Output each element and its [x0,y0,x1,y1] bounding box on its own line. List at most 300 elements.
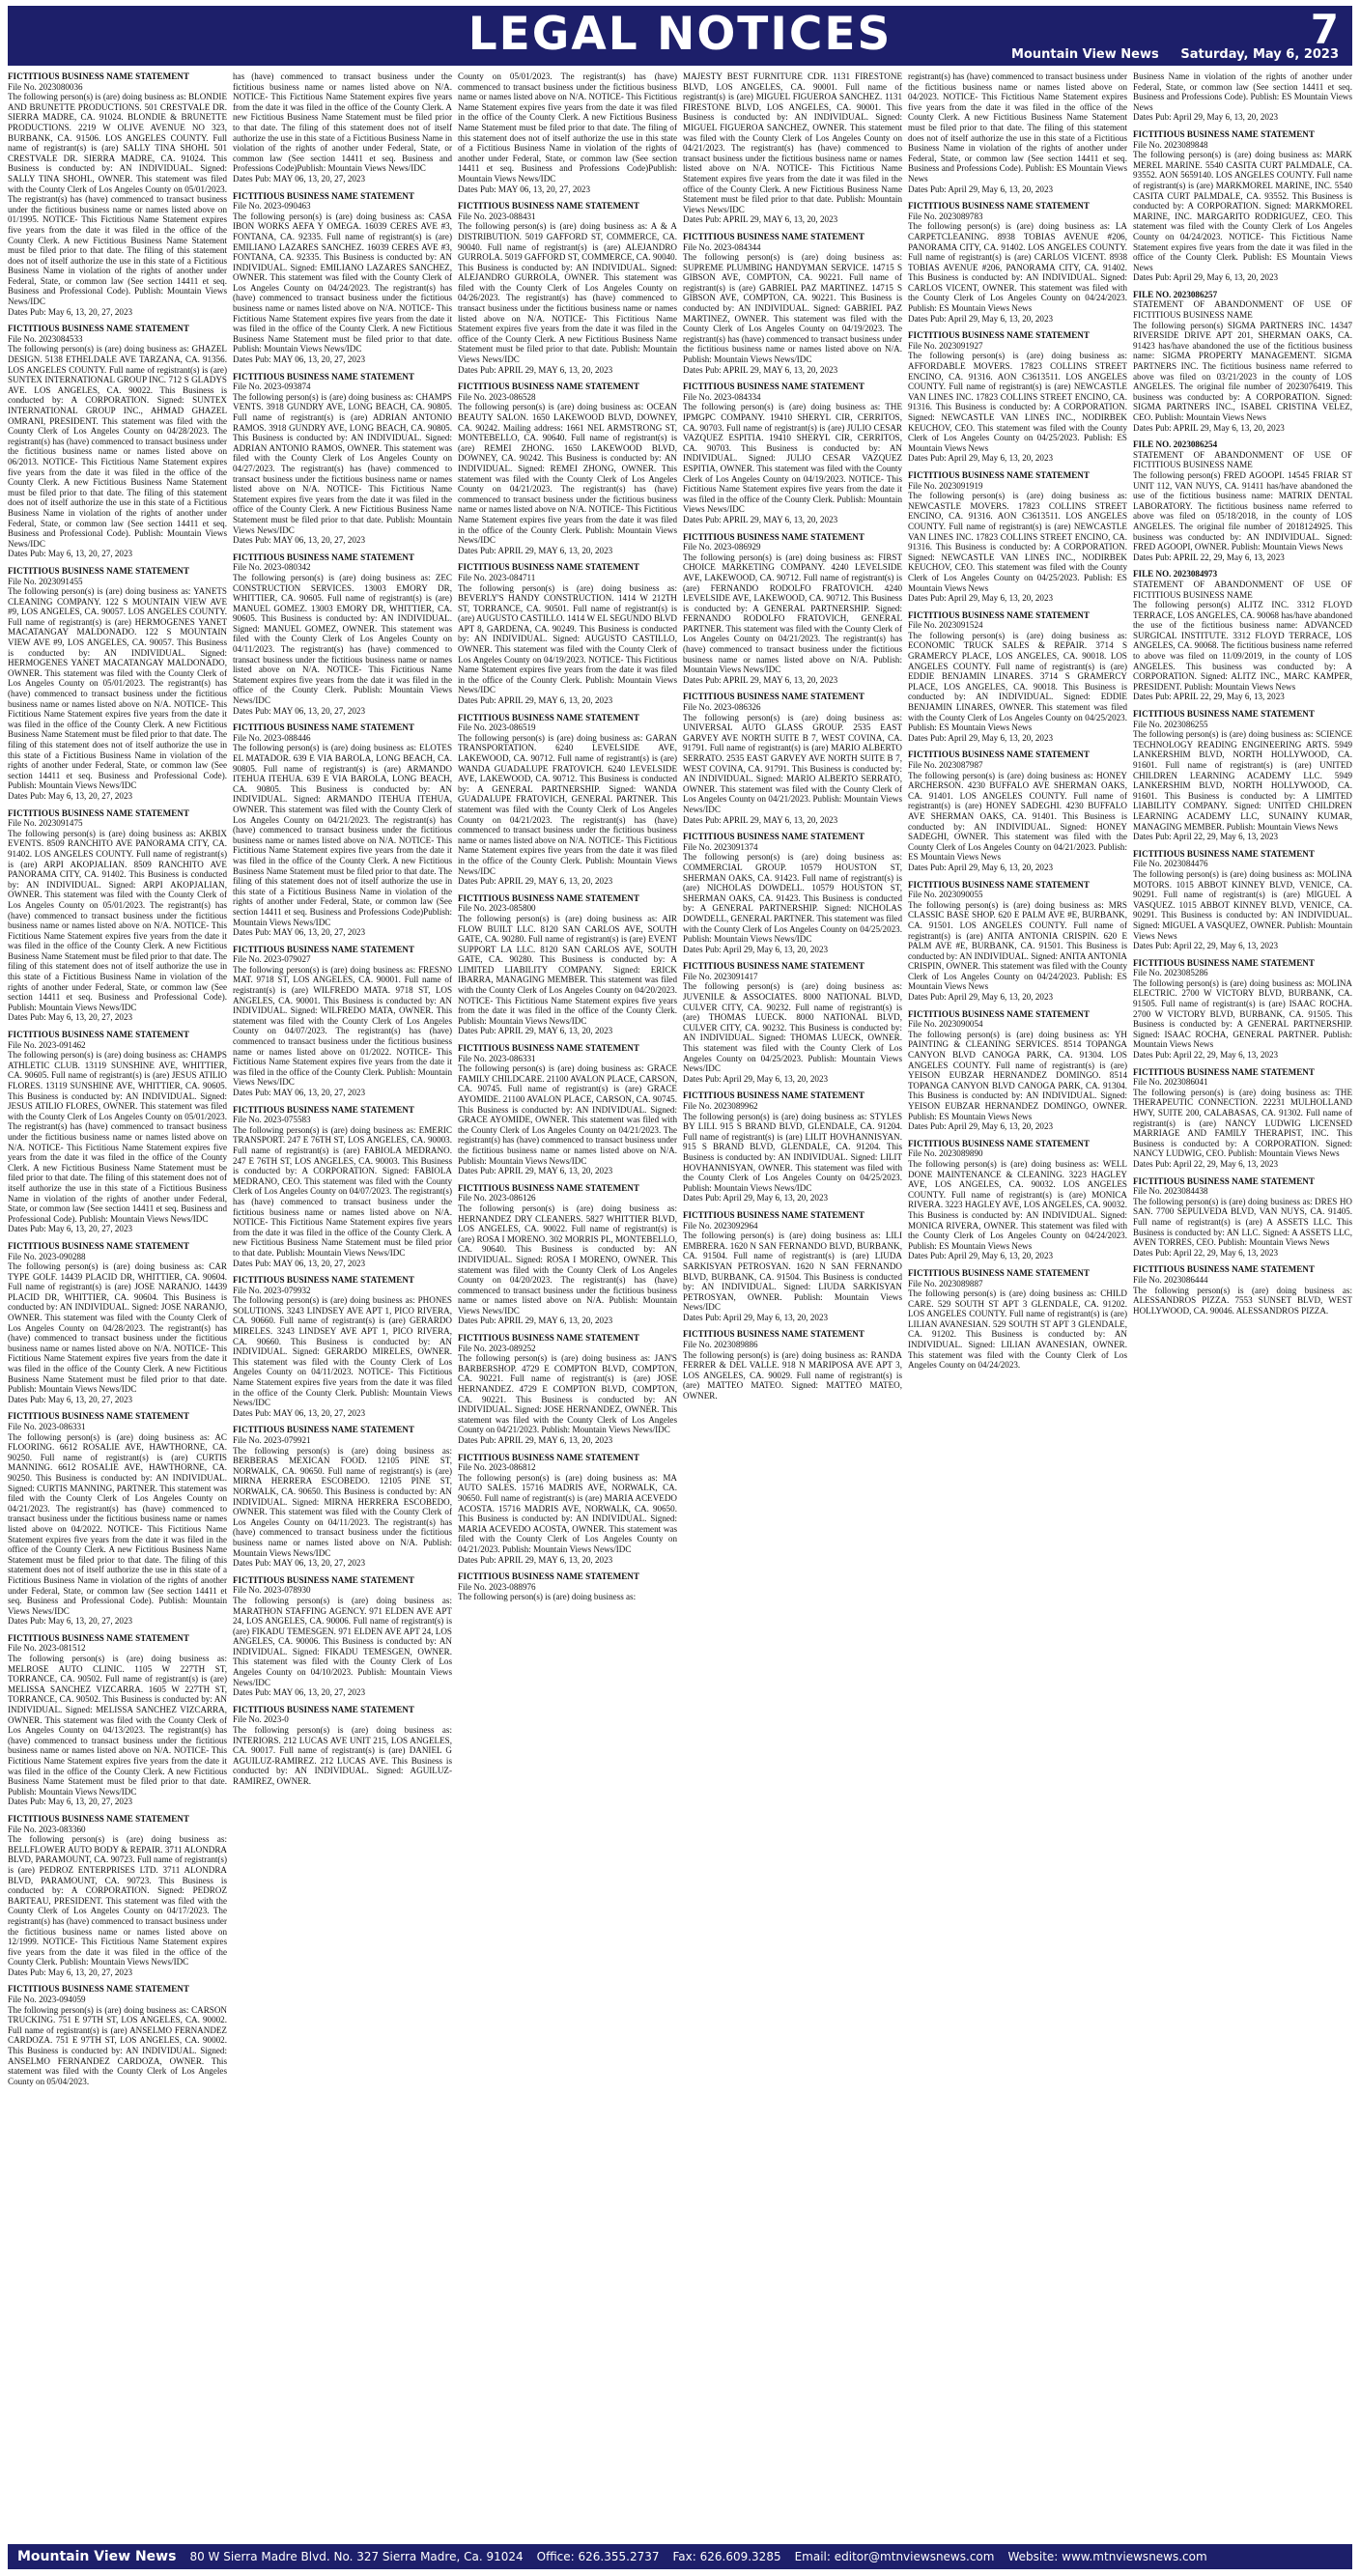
notice-file-number: File No. 2023-085800 [458,903,536,914]
notice-publish-dates: Dates Pub: April 22, 29, May 6, 13, 2023 [1133,832,1279,842]
notice-body: The following person(s) is (are) doing business as: YANETS CLEANING COMPANY. 122 S MOUNTAIN VIEW AVE #9, LOS ANGELES, CA. 90057. LOS ANGELES COUNTY. Full name of registrant(s) is (are) HERMOGENES YANET MACATANGAY MALDONADO. 122 S MOUNTAIN VIEW AVE #9, LOS ANGELES, CA. 90057. This Business is conducted by: AN INDIVIDUAL. Signed: HERMOGENES YANET MACATANGAY MALDONADO, OWNER. This statement was filed with the County Clerk of Los Angeles County on 05/01/2023. The registrant(s) has (have) commenced to transact business under the fictitious business name or names listed above on N/A. NOTICE- This Fictitious Name Statement expires five years from the date it was filed in the office of the County Clerk. A new Fictitious Business Name Statement must be filed prior to that date. The filing of this statement does not of itself authorize the use in this state of a Fictitious Business Name in violation of the rights of another under Federal, State, or common law (See section 14411 et seq. Business and Professional Code). Publish: Mountain Views News/IDC [8,586,227,791]
notice-body: The following person(s) is (are) doing business as: MOLINA ELECTRIC. 2700 W VICTORY BLVD, BURBANK, CA. 91505. Full name of registrant(s) is (are) ISAAC ROCHA. 2700 W VICTORY BLVD, BURBANK, CA. 91505. This Business is conducted by: A GENERAL PARTNERSHIP. Signed: ISAAC ROCHA, GENERAL PARTNER. Publish: Mountain Views News [1133,977,1352,1050]
notice-heading: FICTITIOUS BUSINESS NAME STATEMENT [233,371,414,382]
notice-publish-dates: Dates Pub: April 29, May 6, 13, 20, 2023 [908,453,1054,464]
notice-body: The following person(s) is (are) doing business as: STYLES BY LILI. 915 S BRAND BLVD, GLENDALE, CA. 91204. Full name of registrant(s) is (are) LILIT HOVHANNISYAN. 915 S BRAND BLVD, GLENDALE, CA. 91204. This Business is conducted by: AN INDIVIDUAL. Signed: LILIT HOVHANNISYAN, OWNER. This statement was filed with the County Clerk of Los Angeles County on 04/25/2023. Publish: Mountain Views News/IDC [683,1111,902,1193]
notice-heading: FICTITIOUS BUSINESS NAME STATEMENT [1133,128,1315,139]
legal-notice [458,201,677,375]
notice-publish-dates: Dates Pub: May 6, 13, 20, 27, 2023 [8,1012,133,1023]
notice-body: The following person(s) is (are) doing business as: JAN'S BARBERSHOP. 4729 E COMPTON BLVD, COMPTON, CA. 90221. Full name of registrant(s) is (are) JOSE HERNANDEZ. 4729 E COMPTON BLVD, COMPTON, CA. 90221. This Business is conducted by: AN INDIVIDUAL. Signed: JOSE HERNANDEZ, OWNER. This statement was filed with the County Clerk of Los Angeles County on 04/21/2023. Publish: Mountain Views News/IDC [458,1353,677,1435]
notice-file-number: File No. 2023092964 [683,1220,758,1231]
notice-heading: FICTITIOUS BUSINESS NAME STATEMENT [8,1030,189,1040]
notice-body: The following person(s) is (are) doing business as: OCEAN BEAUTY SALON. 1650 LAKEWOOD BLVD, DOWNEY, CA. 90242. Mailing address: 1661 NEL ARMSTRONG ST, MONTEBELLO, CA. 90640. Full name of registrant(s) is (are) REMEI ZHONG. 1650 LAKEWOOD BLVD, DOWNEY, CA. 90242. This Business is conducted by: AN INDIVIDUAL. Signed: REMEI ZHONG, OWNER. This statement was filed with the County Clerk of Los Angeles County on 04/21/2023. The registrant(s) has (have) commenced to transact business under the fictitious business name or names listed above on N/A. NOTICE- This Fictitious Name Statement expires five years from the date it was filed in the office of the County Clerk. Publish: Mountain Views News/IDC [458,402,677,546]
notice-body: The following person(s) is (are) doing business as: THE IPMGPC COMPANY. 19410 SHERYL CIR, CERRITOS, CA. 90703. Full name of registrant(s) is (are) JULIO CESAR VAZQUEZ ESPITIA. 19410 SHERYL CIR, CERRITOS, CA. 90703. This Business is conducted by: AN INDIVIDUAL. Signed: JULIO CESAR VAZQUEZ ESPITIA, OWNER. This statement was filed with the County Clerk of Los Angeles County on 04/19/2023. NOTICE- This Fictitious Name Statement expires five years from the date it was filed in the office of the County Clerk. Publish: Mountain Views News/IDC [683,402,902,515]
notice-body: The following person(s) is (are) doing business as: NEWCASTLE MOVERS. 17823 COLLINS STREET ENCINO, CA. 91316. AON C3613511. LOS ANGELES COUNTY. Full name of registrant(s) is (are) NEWCASTLE VAN LINES INC. 17823 COLLINS STREET ENCINO, CA. 91316. This Business is conducted by: A CORPORATION. Signed: NEWCASTLE VAN LINES INC., NODIRBEK KEUCHOV, CEO. This statement was filed with the County Clerk of Los Angeles County on 04/25/2023. Publish: ES Mountain Views News [908,491,1127,593]
notice-heading: FICTITIOUS BUSINESS NAME STATEMENT [1133,848,1315,859]
legal-notice [8,1814,227,1978]
masthead-subline [1011,47,1339,62]
notice-file-number: File No. 2023-086126 [458,1193,536,1203]
notice-heading: FICTITIOUS BUSINESS NAME STATEMENT [908,609,1090,620]
notice-body: The following person(s) is (are) doing business as: EMERIC TRANSPORT. 247 E 76TH ST, LOS ANGELES, CA. 90003. Full name of registrant(s) is (are) FABIOLA MEDRANO. 247 E 76TH ST, LOS ANGELES, CA. 90003. This Business is conducted by: A CORPORATION. Signed: FABIOLA MEDRANO, CEO. This statement was filed with the County Clerk of Los Angeles County on 04/07/2023. The registrant(s) has (have) commenced to transact business under the fictitious business name or names listed above on N/A. NOTICE- This Fictitious Name Statement expires five years from the date it was filed in the office of the County Clerk. A new Fictitious Business Name Statement must be filed prior to that date. Publish: Mountain Views News/IDC [233,1124,452,1258]
legal-notice [1133,849,1352,951]
legal-notice [908,330,1127,464]
legal-notice [1133,129,1352,283]
notice-publish-dates: Dates Pub: April 29, May 6, 13, 20, 2023 [908,862,1054,872]
legal-notice [8,71,227,317]
legal-notice [233,1275,452,1418]
notice-body: The following person(s) is (are) doing business as: ECONOMIC TRUCK SALES & REPAIR. 3714 S GRAMERCY PLACE, LOS ANGELES, CA. 90018. LOS ANGELES COUNTY. Full name of registrant(s) is (are) EDDIE BENJAMIN LINARES. 3714 S GRAMERCY PLACE, LOS ANGELES, CA. 90018. This Business is conducted by: AN INDIVIDUAL. Signed: EDDIE BENJAMIN LINARES, OWNER. This statement was filed with the County Clerk of Los Angeles County on 04/25/2023. Publish: ES Mountain Views News [908,630,1127,733]
notice-heading: FICTITIOUS BUSINESS NAME STATEMENT [908,1138,1090,1148]
notice-file-number: File No. 2023-090463 [233,201,311,212]
notice-heading: FICTITIOUS BUSINESS NAME STATEMENT [233,552,414,562]
notice-body: The following person(s) is (are) doing business as: MRS CLASSIC BASE SHOP. 620 E PALM AVE #E, BURBANK, CA. 91501. LOS ANGELES COUNTY. Full name of registrant(s) is (are) ANITA ANTONIA CRISPIN. 620 E PALM AVE #E, BURBANK, CA. 91501. This Business is conducted by: AN INDIVIDUAL. Signed: ANITA ANTONIA CRISPIN, OWNER. This statement was filed with the County Clerk of Los Angeles County on 04/24/2023. Publish: ES Mountain Views News [908,899,1127,992]
notice-publish-dates: Dates Pub: April 29, May 6, 13, 20, 2023 [908,313,1054,324]
legal-notice [908,1139,1127,1261]
notice-body: The following person(s) is (are) doing business as: BERBERAS MEXICAN FOOD. 12105 PINE ST, NORWALK, CA. 90650. Full name of registrant(s) is (are) MIRNA HERRERA ESCOBEDO. 12105 PINE ST, NORWALK, CA. 90650. This Business is conducted by: AN INDIVIDUAL. Signed: MIRNA HERRERA ESCOBEDO, OWNER. This statement was filed with the County Clerk of Los Angeles County on 04/11/2023. The registrant(s) has (have) commenced to transact business under the fictitious business name or names listed above on N/A. Publish: Mountain Views News/IDC [233,1445,452,1558]
notice-publish-dates: Dates Pub: April 29, May 6, 13, 20, 2023 [683,1312,829,1322]
notice-publish-dates: Dates Pub: APRIL 29, MAY 6, 13, 20, 2023 [458,1435,613,1445]
notice-publish-dates: Dates Pub: MAY 06, 13, 20, 27, 2023 [233,535,366,546]
notice-file-number: File No. 2023-078930 [233,1585,311,1596]
notice-publish-dates: Dates Pub: APRIL 29, MAY 6, 13, 20, 2023 [458,876,613,887]
notice-publish-dates: Dates Pub: MAY 06, 13, 20, 27, 2023 [233,354,366,365]
notice-body: The following person(s) is (are) doing business as: GARAN TRANSPORTATION. 6240 LEVELSIDE AVE, LAKEWOOD, CA. 90712. Full name of registrant(s) is (are) WANDA GUADALUPE FRATOVICH. 6240 LEVELSIDE AVE, LAKEWOOD, CA. 90712. This Business is conducted by: A GENERAL PARTNERSHIP. Signed: WANDA GUADALUPE FRATOVICH, GENERAL PARTNER. This statement was filed with the County Clerk of Los Angeles County on 04/21/2023. The registrant(s) has (have) commenced to transact business under the fictitious business name or names listed above on N/A. NOTICE- This Fictitious Name Statement expires five years from the date it was filed in the office of the County Clerk. Publish: Mountain Views News/IDC [458,732,677,876]
notice-file-number: File No. 2023-0 [233,1714,289,1725]
legal-notice [233,372,452,546]
notice-body: The following person(s) is (are) doing business as: FRESNO MAT. 9718 ST, LOS ANGELES, CA. 90001. Full name of registrant(s) is (are) WILFREDO MATA. 9718 ST, LOS ANGELES, CA. 90001. This Business is conducted by: AN INDIVIDUAL. Signed: WILFREDO MATA, OWNER. This statement was filed with the County Clerk of Los Angeles County on 04/07/2023. The registrant(s) has (have) commenced to transact business under the fictitious business name or names listed above on 01/2022. NOTICE- This Fictitious Name Statement expires five years from the date it was filed in the office of the County Clerk. Publish: Mountain Views News/IDC [233,964,452,1088]
page-number: 7 [1310,6,1339,53]
notice-file-number: File No. 2023-086519 [458,722,536,733]
notice-column [683,71,902,2540]
notice-heading: FICTITIOUS BUSINESS NAME STATEMENT [908,330,1090,341]
notice-file-number: File No. 2023-089252 [458,1343,536,1353]
notice-body: The following person(s) is (are) doing business as: GRACE FAMILY CHILDCARE. 21100 AVALON PLACE, CARSON, CA. 90745. Full name of registrant(s) is (are) GRACE AYOMIDE. 21100 AVALON PLACE, CARSON, CA. 90745. This Business is conducted by: AN INDIVIDUAL. Signed: GRACE AYOMIDE, OWNER. This statement was filed with the County Clerk of Los Angeles County on 04/21/2023. The registrant(s) has (have) commenced to transact business under the fictitious business name or names listed above on N/A. Publish: Mountain Views News/IDC [458,1063,677,1166]
legal-notice [908,71,1127,194]
notice-publish-dates: Dates Pub: MAY 06, 13, 20, 27, 2023 [233,1407,366,1418]
notice-heading: FICTITIOUS BUSINESS NAME STATEMENT [683,231,864,241]
notice-body: The following person(s) is (are) doing business as: YH PAINTING & CLEANING SERVICES. 8514 TOPANGA CANYON BLVD CANOGA PARK, CA. 91304. LOS ANGELES COUNTY. Full name of registrant(s) is (are) YEISON EUBZAR HERNANDEZ DOMINGO. 8514 TOPANGA CANYON BLVD CANOGA PARK, CA. 91304. This Business is conducted by: AN INDIVIDUAL. Signed: YEISON EUBZAR HERNANDEZ DOMINGO, OWNER. Publish: ES Mountain Views News [908,1029,1127,1121]
notice-body: The following person(s) is (are) doing business as: MARK MEREL MARINE. 5540 CASITA CURT PALMDALE, CA. 93552. AON 5659140. LOS ANGELES COUNTY. Full name of registrant(s) is (are) MARKMOREL MARINE, INC. 5540 CASITA CURT PALMDALE, CA. 93552. This Business is conducted by: A CORPORATION. Signed: MARKMOREL MARINE, INC. MARGARITO RODRIGUEZ, CEO. This statement was filed with the County Clerk of Los Angeles County on 04/24/2023. NOTICE- This Fictitious Name Statement expires five years from the date it was filed in the office of the County Clerk. Publish: ES Mountain Views News [1133,150,1352,272]
legal-notice [683,961,902,1084]
footer-bar [8,2544,1352,2569]
notice-heading: FICTITIOUS BUSINESS NAME STATEMENT [683,1329,864,1340]
notice-body: The following person(s) is (are) doing business as: MELROSE AUTO CLINIC. 1105 W 227TH ST, TORRANCE, CA. 90502. Full name of registrant(s) is (are) MELISSA SANCHEZ VIZCARRA. 1605 W 227TH ST, TORRANCE, CA. 90502. This Business is conducted by: AN INDIVIDUAL. Signed: MELISSA SANCHEZ VIZCARRA, OWNER. This statement was filed with the County Clerk of Los Angeles County on 04/13/2023. The registrant(s) has (have) commenced to transact business under the fictitious business name or names listed above on N/A. NOTICE- This Fictitious Name Statement expires five years from the date it was filed in the office of the County Clerk. A new Fictitious Business Name Statement must be filed prior to that date. Publish: Mountain Views News/IDC [8,1654,227,1797]
legal-notice [1133,1067,1352,1170]
legal-notice [8,1241,227,1405]
legal-notice [458,1183,677,1326]
legal-notice [8,1633,227,1807]
notice-file-number: File No. 2023091927 [908,340,983,351]
legal-notice [908,750,1127,872]
notice-publish-dates: Dates Pub: May 6, 13, 20, 27, 2023 [8,790,133,801]
legal-notice [233,1575,452,1698]
legal-notice [908,880,1127,1003]
legal-notice [908,470,1127,604]
notice-heading: FICTITIOUS BUSINESS NAME STATEMENT [683,531,864,542]
notice-publish-dates: Dates Pub: APRIL 29, MAY 6, 13, 20, 2023 [683,514,838,524]
notice-publish-dates: Dates Pub: April 29, May 6, 13, 20, 2023 [1133,112,1279,123]
notice-body: The following person(s) is (are) doing business as: RANDA FERRER & DEL VALLE. 918 N MARIPOSA AVE APT 3, LOS ANGELES, CA. 90029. Full name of registrant(s) is (are) MATTEO MATEO. Signed: MATTEO MATEO, OWNER. [683,1349,902,1401]
notice-body: The following person(s) is (are) doing business as: INTERIORS. 212 LUCAS AVE UNIT 215, LOS ANGELES, CA. 90017. Full name of registrant(s) is (are) DANIEL G AGUILUZ-RAMIREZ. 212 LUCAS AVE. This Business is conducted by: AN INDIVIDUAL. Signed: AGUILUZ- RAMIREZ, OWNER. [233,1725,452,1786]
section-title: LEGAL NOTICES [468,8,892,61]
notice-heading: FICTITIOUS BUSINESS NAME STATEMENT [908,750,1090,760]
notice-publish-dates: Dates Pub: May 6, 13, 20, 27, 2023 [8,1616,133,1627]
notice-file-number: File No. 2023-086326 [683,702,761,713]
notice-file-number: File No. 2023-075583 [233,1115,311,1125]
notice-column [1133,71,1352,2540]
notice-file-number: File No. 2023089848 [1133,139,1208,150]
issue-date: Saturday, May 6, 2023 [1180,47,1339,62]
notice-publish-dates: Dates Pub: MAY 06, 13, 20, 27, 2023 [233,705,366,716]
legal-notice [458,562,677,705]
legal-notice [1133,1176,1352,1259]
notice-file-number: File No. 2023-086528 [458,391,536,402]
notice-publish-dates: Dates Pub: MAY 06, 13, 20, 27, 2023 [458,184,591,194]
notice-heading: FICTITIOUS BUSINESS NAME STATEMENT [8,324,189,334]
notice-publish-dates: Dates Pub: April 22, 29, May 6, 13, 2023 [1133,1050,1279,1061]
notice-publish-dates: Dates Pub: APRIL 29, MAY 6, 13, 20, 2023 [458,695,613,706]
notice-publish-dates: Dates Pub: APRIL 22, 29, May 6, 13, 2023 [1133,692,1285,702]
notice-publish-dates: Dates Pub: MAY 06, 13, 20, 27, 2023 [233,1558,366,1569]
notice-publish-dates: Dates Pub: MAY 06, 13, 20, 27, 2023 [233,927,366,938]
notice-file-number: File No. 2023089887 [908,1278,983,1288]
notice-body: The following person(s) is (are) doing business as: MA AUTO SALES. 15716 MADRIS AVE, NORWALK, CA. 90650. Full name of registrant(s) is (are) MARIA ACEVEDO ACOSTA. 15716 MADRIS AVE, NORWALK, CA. 90650. This Business is conducted by: AN INDIVIDUAL. Signed: MARIA ACEVEDO ACOSTA, OWNER. This statement was filed with the County Clerk of Los Angeles County on 04/21/2023. Publish: Mountain Views News/IDC [458,1472,677,1554]
notice-publish-dates: Dates Pub: APRIL 29, May 6, 13, 20, 2023 [1133,422,1285,433]
notice-publish-dates: Dates Pub: APRIL 29, MAY 6, 13, 20, 2023 [683,214,838,225]
notice-publish-dates: Dates Pub: May 6, 13, 20, 27, 2023 [8,306,133,317]
notice-column [908,71,1127,2540]
notice-body: The following person(s) is (are) doing business as: SCIENCE TECHNOLOGY READING ENGINEERING ARTS. 5949 LANKERSHIM BLVD, NORTH HOLLYWOOD, CA. 91601. Full name of registrant(s) is (are) UNITED CHILDREN LEARNING ACADEMY LLC. 5949 LANKERSHIM BLVD, NORTH HOLLYWOOD, CA. 91601. This Business is conducted by: A LIMITED LIABILITY COMPANY. Signed: UNITED CHILDREN LEARNING ACADEMY LLC, SUNAINY KUMAR, MANAGING MEMBER. Publish: Mountain Views News [1133,729,1352,832]
notice-file-number: File No. 2023091455 [8,576,83,586]
notice-heading: FICTITIOUS BUSINESS NAME STATEMENT [8,1984,189,1995]
notice-file-number: File No. 2023-080342 [233,562,311,573]
legal-notice [683,832,902,954]
notice-file-number: File No. 2023-084334 [683,391,761,402]
masthead [8,6,1352,66]
notice-heading: FICTITIOUS BUSINESS NAME STATEMENT [8,807,189,818]
notice-heading: FICTITIOUS BUSINESS NAME STATEMENT [458,1182,639,1193]
notice-publish-dates: Dates Pub: May 6, 13, 20, 27, 2023 [8,1797,133,1807]
notice-heading: FILE NO. 2023086254 [1133,439,1218,450]
legal-notice [458,1333,677,1446]
legal-notice [8,1411,227,1626]
notice-publish-dates: Dates Pub: April 29, May 6, 13, 20, 2023 [908,732,1054,743]
notice-file-number: File No. 2023090054 [908,1019,983,1030]
notice-file-number: File No. 2023091374 [683,841,758,852]
notice-heading: FICTITIOUS BUSINESS NAME STATEMENT [683,692,864,702]
legal-notice [458,71,677,194]
notice-file-number: File No. 2023086255 [1133,719,1208,729]
legal-notice [908,1268,1127,1371]
notice-heading: FICTITIOUS BUSINESS NAME STATEMENT [683,961,864,972]
notice-body: The following person(s) is (are) doing business as: DRES HO SAN. 7700 SEPULVEDA BLVD, VAN NUYS, CA. 91405. Full name of registrant(s) is (are) A ASSETS LLC. This Business is conducted by: AN LLC. Signed: A ASSETS LLC, AVEN TORRES, CEO. Publish: Mountain Views News [1133,1196,1352,1248]
legal-notice [908,201,1127,324]
legal-notice [683,1090,902,1203]
notice-publish-dates: Dates Pub: April 22, 29, May 6, 13, 2023 [1133,941,1279,951]
notice-body: The following person(s) is (are) doing business as: CHILD CARE. 529 SOUTH ST APT 3 GLENDALE, CA. 91202. LOS ANGELES COUNTY. Full name of registrant(s) is (are) LILIAN AVANESIAN. 529 SOUTH ST APT 3 GLENDALE, CA. 91202. This Business is conducted by: AN INDIVIDUAL. Signed: LILIAN AVANESIAN, OWNER. This statement was filed with the County Clerk of Los Angeles County on 04/24/2023. [908,1288,1127,1371]
legal-notice [233,191,452,365]
notice-publish-dates: Dates Pub: MAY 06, 13, 20, 27, 2023 [233,1258,366,1268]
notice-body: The following person(s) is (are) doing business as: UNIVERSAL AUTO GLASS GROUP. 2535 EAST GARVEY AVE NORTH SUITE B 7, WEST COVINA, CA. 91791. Full name of registrant(s) is (are) MARIO ALBERTO SERRATO. 2535 EAST GARVEY AVE NORTH SUITE B 7, WEST COVINA, CA. 91791. This Business is conducted by: AN INDIVIDUAL. Signed: MARIO ALBERTO SERRATO, OWNER. This statement was filed with the County Clerk of Los Angeles County on 04/21/2023. Publish: Mountain Views News/IDC [683,712,902,814]
notice-publish-dates: Dates Pub: April 29, May 6, 13, 20, 2023 [908,184,1054,194]
footer-brand: Mountain View News [17,2549,177,2564]
legal-notice [458,1043,677,1176]
notice-heading: FICTITIOUS BUSINESS NAME STATEMENT [458,1452,639,1462]
notice-heading: FICTITIOUS BUSINESS NAME STATEMENT [458,382,639,392]
notice-heading: FICTITIOUS BUSINESS NAME STATEMENT [458,1571,639,1582]
notice-heading: FICTITIOUS BUSINESS NAME STATEMENT [233,190,414,201]
notice-heading: FICTITIOUS BUSINESS NAME STATEMENT [233,944,414,954]
notice-column [8,71,227,2540]
notice-file-number: File No. 2023-079921 [233,1435,311,1445]
notice-publish-dates: Dates Pub: APRIL 29, MAY 6, 13, 20, 2023 [458,545,613,555]
notice-body: The following person(s) is (are) doing business as: JUVENILE & ASSOCIATES. 8000 NATIONAL BLVD, CULVER CITY, CA. 90232. Full name of registrant(s) is (are) THOMAS LUECK. 8000 NATIONAL BLVD, CULVER CITY, CA. 90232. This Business is conducted by: AN INDIVIDUAL. Signed: THOMAS LUECK, OWNER. This statement was filed with the County Clerk of Los Angeles County on 04/25/2023. Publish: Mountain Views News/IDC [683,981,902,1074]
notice-file-number: File No. 2023091475 [8,818,83,829]
notice-publish-dates: Dates Pub: APRIL 29, MAY 6, 13, 20, 2023 [458,1166,613,1176]
notice-file-number: File No. 2023-084711 [458,572,536,582]
notice-body: The following person(s) FRED AGOOPI. 14545 FRIAR ST UNIT 112, VAN NUYS, CA. 91411 has/have abandoned the use of the fictitious business name: MATRIX DENTAL LABORATORY. The fictitious business name referred to above was filed on 05/18/2018, in the county of LOS ANGELES. The original file number of 2018124925. This business was conducted by: AN INDIVIDUAL. Signed: FRED AGOOPI, OWNER. Publish: Mountain Views News [1133,469,1352,552]
notice-body: The following person(s) is (are) doing business as: COMMERCIAL GROUP. 10579 HOUSTON ST, SHERMAN OAKS, CA. 91423. Full name of registrant(s) is (are) NICHOLAS DOWDELL. 10579 HOUSTON ST, SHERMAN OAKS, CA. 91423. This Business is conducted by: A GENERAL PARTNERSHIP. Signed: NICHOLAS DOWDELL, GENERAL PARTNER. This statement was filed with the County Clerk of Los Angeles County on 04/25/2023. Publish: Mountain Views News/IDC [683,852,902,945]
footer-office-phone: Office: 626.355.2737 [536,2550,660,2563]
legal-notice [908,610,1127,744]
legal-notice [458,1453,677,1566]
notice-file-number: STATEMENT OF ABANDONMENT OF USE OF FICTITIOUS BUSINESS NAME [1133,299,1352,321]
notice-body: The following person(s) is (are) doing business as: AFFORDABLE MOVERS. 17823 COLLINS STREET ENCINO, CA. 91316. AON C3613511. LOS ANGELES COUNTY. Full name of registrant(s) is (are) NEWCASTLE VAN LINES INC. 17823 COLLINS STREET ENCINO, CA. 91316. This Business is conducted by: A CORPORATION. Signed: NEWCASTLE VAN LINES INC., NODIRBEK KEUCHOV, CEO. This statement was filed with the County Clerk of Los Angeles County on 04/25/2023. Publish: ES Mountain Views News [908,351,1127,453]
notice-publish-dates: Dates Pub: May 6, 13, 20, 27, 2023 [8,549,133,559]
notice-file-number: File No. 2023-090288 [8,1251,86,1261]
notice-file-number: File No. 2023089886 [683,1340,758,1350]
notice-publish-dates: Dates Pub: May 6, 13, 20, 27, 2023 [8,1967,133,1977]
notice-heading: FICTITIOUS BUSINESS NAME STATEMENT [8,565,189,576]
footer-fax: Fax: 626.609.3285 [672,2550,781,2563]
legal-notice [908,1009,1127,1132]
legal-notice [683,232,902,375]
notice-body: The following person(s) is (are) doing business as: MOLINA MOTORS. 1015 ABBOT KINNEY BLVD, VENICE, CA. 90291. Full name of registrant(s) is (are) MIGUEL A VASQUEZ. 1015 ABBOT KINNEY BLVD, VENICE, CA. 90291. This Business is conducted by: AN INDIVIDUAL. Signed: MIGUEL A VASQUEZ, OWNER. Publish: Mountain Views News [1133,868,1352,941]
legal-notice [1133,569,1352,702]
legal-notice [233,71,452,184]
notice-file-number: File No. 2023-081512 [8,1643,86,1654]
notice-body: The following person(s) is (are) doing business as: LA CARPETCLEANING. 8938 TOBIAS AVENUE #206, PANORAMA CITY, CA. 91402. LOS ANGELES COUNTY. Full name of registrant(s) is (are) CARLOS VICENT. 8938 TOBIAS AVENUE #206, PANORAMA CITY, CA. 91402. This Business is conducted by: AN INDIVIDUAL. Signed: CARLOS VICENT, OWNER. This statement was filed with the County Clerk of Los Angeles County on 04/24/2023. Publish: ES Mountain Views News [908,221,1127,314]
notice-file-number: File No. 2023086444 [1133,1274,1208,1285]
notice-publish-dates: Dates Pub: APRIL 29, MAY 6, 13, 20, 2023 [683,364,838,375]
notice-heading: FICTITIOUS BUSINESS NAME STATEMENT [683,1209,864,1220]
notice-body: The following person(s) is (are) doing business as: [458,1592,637,1602]
notice-body: The following person(s) is (are) doing business as: ELOTES EL MATADOR. 639 E VIA BAROLA, LONG BEACH, CA. 90805. Full name of registrant(s) is (are) ARMANDO ITEHUA ITEHUA. 639 E VIA BAROLA, LONG BEACH, CA. 90805. This Business is conducted by: AN INDIVIDUAL. Signed: ARMANDO ITEHUA ITEHUA, OWNER. This statement was filed with the County Clerk of Los Angeles County on 04/21/2023. The registrant(s) has (have) commenced to transact business under the fictitious business name or names listed above on N/A. NOTICE- This Fictitious Name Statement expires five years from the date it was filed in the office of the County Clerk. A new Fictitious Business Name Statement must be filed prior to that date. The filing of this statement does not of itself authorize the use in this state of a Fictitious Business Name in violation of the rights of another under Federal, State, or common law (See section 14411 et seq. Business and Professions Code)Publish: Mountain Views News/IDC [233,743,452,927]
notice-publish-dates: Dates Pub: MAY 06, 13, 20, 27, 2023 [233,1088,366,1097]
notice-body: has (have) commenced to transact business under the fictitious business name or names listed above on N/A. NOTICE- This Fictitious Name Statement expires five years from the date it was filed in the office of the County Clerk. A new Fictitious Business Name Statement must be filed prior to that date. The filing of this statement does not of itself authorize the use in this state of a Fictitious Business Name in violation of the rights of another under Federal, State, or common law (See section 14411 et seq. Business and Professions Code)Publish: Mountain Views News/IDC [233,71,452,174]
notice-body: The following person(s) is (are) doing business as: A & A DISTRIBUTION. 5019 GAFFORD ST, COMMERCE, CA. 90040. Full name of registrant(s) is (are) ALEJANDRO GURROLA. 5019 GAFFORD ST, COMMERCE, CA. 90040. This Business is conducted by: AN INDIVIDUAL. Signed: ALEJANDRO GURROLA, OWNER. This statement was filed with the County Clerk of Los Angeles County on 04/26/2023. The registrant(s) has (have) commenced to transact business under the fictitious business name or names listed above on N/A. NOTICE- This Fictitious Name Statement expires five years from the date it was filed in the office of the County Clerk. A new Fictitious Business Name Statement must be filed prior to that date. Publish: Mountain Views News/IDC [458,221,677,365]
notice-file-number: File No. 2023080036 [8,81,83,92]
notice-publish-dates: Dates Pub: MAY 06, 13, 20, 27, 2023 [233,173,366,184]
notice-file-number: File No. 2023-088431 [458,211,536,221]
notice-body: MAJESTY BEST FURNITURE CDR. 1131 FIRESTONE BLVD, LOS ANGELES, CA. 90001. Full name of registrant(s) is (are) MIGUEL FIGUEROA SANCHEZ. 1131 FIRESTONE BLVD, LOS ANGELES, CA. 90001. This Business is conducted by: AN INDIVIDUAL. Signed: MIGUEL FIGUEROA SANCHEZ, OWNER. This statement was filed with the County Clerk of Los Angeles County on 04/21/2023. The registrant(s) has (have) commenced to transact business under the fictitious business name or names listed above on N/A. NOTICE- This Fictitious Name Statement expires five years from the date it was filed in the office of the County Clerk. A new Fictitious Business Name Statement must be filed prior to that date. Publish: Mountain Views News/IDC [683,71,902,214]
notice-body: The following person(s) is (are) doing business as: ZEC CONSTRUCTION SERVICES. 13003 EMORY DR, WHITTIER, CA. 90605. Full name of registrant(s) is (are) MANUEL GOMEZ. 13003 EMORY DR, WHITTIER, CA. 90605. This Business is conducted by: AN INDIVIDUAL. Signed: MANUEL GOMEZ, OWNER. This statement was filed with the County Clerk of Los Angeles County on 04/11/2023. The registrant(s) has (have) commenced to transact business under the fictitious business name or names listed above on N/A. NOTICE- This Fictitious Name Statement expires five years from the date it was filed in the office of the County Clerk. Publish: Mountain Views News/IDC [233,572,452,706]
legal-notice [683,1210,902,1323]
footer-email[interactable]: Email: editor@mtnviewsnews.com [794,2550,995,2563]
legal-notice [1133,958,1352,1061]
legal-notice [233,1425,452,1568]
notice-file-number: File No. 2023091524 [908,620,983,631]
notice-heading: FICTITIOUS BUSINESS NAME STATEMENT [8,1411,189,1422]
notice-heading: FILE NO. 2023086257 [1133,289,1218,299]
notice-publish-dates: Dates Pub: APRIL 22, 29, May 6, 13, 2023 [1133,552,1285,562]
footer-website[interactable]: Website: www.mtnviewsnews.com [1007,2550,1207,2563]
notice-publish-dates: Dates Pub: April 29, May 6, 13, 20, 2023 [683,1193,829,1203]
notice-file-number: File No. 2023-086812 [458,1462,536,1473]
notice-file-number: File No. 2023090055 [908,890,983,900]
notice-publish-dates: Dates Pub: April 29, May 6, 13, 20, 2023 [908,992,1054,1003]
notice-body: The following person(s) is (are) doing business as: PHONES SOLUTIONS. 3243 LINDSEY AVE APT 1, PICO RIVERA, CA. 90660. Full name of registrant(s) is (are) GERARDO MIRELES. 3243 LINDSEY AVE APT 1, PICO RIVERA, CA. 90660. This Business is conducted by: AN INDIVIDUAL. Signed: GERARDO MIRELES, OWNER. This statement was filed with the County Clerk of Los Angeles County on 04/11/2023. NOTICE- This Fictitious Name Statement expires five years from the date it was filed in the office of the County Clerk. Publish: Mountain Views News/IDC [233,1295,452,1408]
legal-notice [233,1105,452,1269]
notice-body: The following person(s) is (are) doing business as: GHAZEL DESIGN. 5138 ETHELDALE AVE TARZANA, CA. 91356. LOS ANGELES COUNTY. Full name of registrant(s) is (are) SUNTEX INTERNATIONAL GROUP INC. 712 S GLADYS AVE. LOS ANGELES, CA. 90022. This Business is conducted by: A CORPORATION. Signed: SUNTEX INTERNATIONAL GROUP INC., AHMAD GHAZEL OMRANI, PRESIDENT. This statement was filed with the County Clerk of Los Angeles County on 04/28/2023. The registrant(s) has (have) commenced to transact business under the fictitious business name or names listed above on 06/2013. NOTICE- This Fictitious Name Statement expires five years from the date it was filed in the office of the County Clerk. A new Fictitious Business Name Statement must be filed prior to that date. The filing of this statement does not of itself authorize the use in this state of a Fictitious Business Name in violation of the rights of another under Federal, State, or common law (See section 14411 et seq. Business and Professional Code). Publish: Mountain Views News/IDC [8,344,227,549]
notice-publish-dates: Dates Pub: April 29, May 6, 13, 20, 2023 [683,944,829,954]
notice-file-number: File No. 2023-094059 [8,1995,86,2005]
legal-notice [8,1030,227,1234]
notice-publish-dates: Dates Pub: APRIL 29, MAY 6, 13, 20, 2023 [458,1554,613,1565]
legal-notice [8,324,227,559]
notice-heading: FICTITIOUS BUSINESS NAME STATEMENT [908,469,1090,480]
legal-notice [1133,290,1352,433]
notice-file-number: File No. 2023-093874 [233,382,311,392]
notice-heading: FICTITIOUS BUSINESS NAME STATEMENT [458,562,639,573]
notice-body: The following person(s) ALITZ INC. 3312 FLOYD TERRACE, LOS ANGELES, CA. 90068 has/have abandoned the use of the fictitious business name: ADVANCED SURGICAL INSTITUTE. 3312 FLOYD TERRACE, LOS ANGELES, CA. 90068. The fictitious business name referred to above was filed on 11/09/2019, in the county of LOS ANGELES. This business was conducted by: A CORPORATION. Signed: ALITZ INC., MARC KAMPER, PRESIDENT. Publish: Mountain Views News [1133,600,1352,692]
notice-heading: FICTITIOUS BUSINESS NAME STATEMENT [458,1333,639,1344]
notice-heading: FICTITIOUS BUSINESS NAME STATEMENT [1133,1066,1315,1077]
notice-body: The following person(s) is (are) doing business as: BELLFLOWER AUTO BODY & REPAIR. 3711 ALONDRA BLVD, PARAMOUNT, CA. 90723. Full name of registrant(s) is (are) PEDROZ ENTERPRISES LTD. 3711 ALONDRA BLVD, PARAMOUNT, CA. 90723. This Business is conducted by: A CORPORATION. Signed: PEDROZ BARTEAU, PRESIDENT. This statement was filed with the County Clerk of Los Angeles County on 04/17/2023. The registrant(s) has (have) commenced to transact business under the fictitious business name or names listed above on 12/1999. NOTICE- This Fictitious Name Statement expires five years from the date it was filed in the office of the County Clerk. Publish: Mountain Views News/IDC [8,1834,227,1967]
notice-body: registrant(s) has (have) commenced to transact business under the fictitious business name or names listed above on 04/2023. NOTICE- This Fictitious Name Statement expires five years from the date it was filed in the office of the County Clerk. A new Fictitious Business Name Statement must be filed prior to that date. The filing of this statement does not of itself authorize the use in this state of a Fictitious Business Name in violation of the rights of another under Federal, State, or common law (See section 14411 et seq. Business and Professions Code). Publish: ES Mountain Views News [908,71,1127,184]
notice-heading: FICTITIOUS BUSINESS NAME STATEMENT [233,1704,414,1714]
notice-file-number: File No. 2023-086331 [8,1422,86,1431]
notice-publish-dates: Dates Pub: APRIL 29, MAY 6, 13, 20, 2023 [683,674,838,685]
legal-notice [8,808,227,1023]
legal-notice [233,1705,452,1787]
legal-notice [8,566,227,802]
notice-column [458,71,677,2540]
notice-body: The following person(s) is (are) doing business as: HONEY ARCHERSON. 4230 BUFFALO AVE SHERMAN OAKS, CA. 91401. LOS ANGELES COUNTY. Full name of registrant(s) is (are) HONEY SADEGHI. 4230 BUFFALO AVE SHERMAN OAKS, CA. 91401. This Business is conducted by: AN INDIVIDUAL. Signed: HONEY SADEGHI, OWNER. This statement was filed with the County Clerk of Los Angeles County on 04/21/2023. Publish: ES Mountain Views News [908,770,1127,863]
notice-heading: FICTITIOUS BUSINESS NAME STATEMENT [458,201,639,212]
notice-file-number: File No. 2023-084344 [683,241,761,252]
notice-heading: FICTITIOUS BUSINESS NAME STATEMENT [1133,1264,1315,1275]
notice-heading: FICTITIOUS BUSINESS NAME STATEMENT [8,1632,189,1643]
notice-heading: FILE NO. 2023084973 [1133,569,1218,580]
notice-file-number: File No. 2023091919 [908,480,983,491]
notice-body: The following person(s) SIGMA PARTNERS INC. 14347 RIVERSIDE DRIVE APT 201, SHERMAN OAKS, CA. 91423 has/have abandoned the use of the fictitious business name: SIGMA PROPERTY MANAGEMENT. SIGMA PARTNERS INC. The fictitious business name referred to above was filed on 03/21/2023 in the county of LOS ANGELES. The original file number of 2023076419. This business was conducted by: A CORPORATION. Signed: SIGMA PARTNERS INC., ISABEL CRISTINA VELEZ, CEO. Publish: Mountain Views News [1133,320,1352,422]
notice-body: County on 05/01/2023. The registrant(s) has (have) commenced to transact business under the fictitious business name or names listed above on N/A. NOTICE- This Fictitious Name Statement expires five years from the date it was filed in the office of the County Clerk. A new Fictitious Business Name Statement must be filed prior to that date. The filing of this statement does not of itself authorize the use in this state of a Fictitious Business Name in violation of the rights of another under Federal, State, or common law (See section 14411 et seq. Business and Professions Code)Publish: Mountain Views News/IDC [458,71,677,184]
legal-notice [458,382,677,555]
notice-file-number: File No. 2023-086929 [683,542,761,552]
notice-publish-dates: Dates Pub: APRIL 29, MAY 6, 13, 20, 2023 [458,364,613,375]
legal-notice [458,1571,677,1602]
notice-body: The following person(s) is (are) doing business as: CHAMPS VENTS. 3918 GUNDRY AVE, LONG BEACH, CA. 90805. Full name of registrant(s) is (are) ADRIAN ANTONIO RAMOS. 3918 GUNDRY AVE, LONG BEACH, CA. 90805. This Business is conducted by: AN INDIVIDUAL. Signed: ADRIAN ANTONIO RAMOS, OWNER. This statement was filed with the County Clerk of Los Angeles County on 04/27/2023. The registrant(s) has (have) commenced to transact business under the fictitious business name or names listed above on N/A. NOTICE- This Fictitious Name Statement expires five years from the date it was filed in the office of the County Clerk. A new Fictitious Business Name Statement must be filed prior to that date. Publish: Mountain Views News/IDC [233,391,452,535]
notice-columns [8,71,1352,2540]
notice-body: The following person(s) is (are) doing business as: HERNANDEZ DRY CLEANERS. 5827 WHITTIER BLVD, LOS ANGELES, CA. 90022. Full name of registrant(s) is (are) ROSA I MORENO. 302 MORRIS PL, MONTEBELLO, CA. 90640. This Business is conducted by: AN INDIVIDUAL. Signed: ROSA I MORENO, OWNER. This statement was filed with the County Clerk of Los Angeles County on 04/20/2023. The registrant(s) has (have) commenced to transact business under the fictitious business name or names listed above on N/A. Publish: Mountain Views News/IDC [458,1203,677,1316]
legal-notice [1133,439,1352,562]
notice-file-number: File No. 2023086041 [1133,1077,1208,1088]
notice-publish-dates: Dates Pub: April 29, May 6, 13, 20, 2023 [908,593,1054,604]
notice-publish-dates: Dates Pub: APRIL 29, MAY 6, 13, 20, 2023 [683,814,838,825]
notice-publish-dates: Dates Pub: April 29, May 6, 13, 20, 2023 [1133,272,1279,283]
notice-file-number: File No. 2023-079027 [233,954,311,965]
notice-heading: FICTITIOUS BUSINESS NAME STATEMENT [1133,1175,1315,1186]
notice-publish-dates: Dates Pub: May 6, 13, 20, 27, 2023 [8,1224,133,1234]
notice-body: The following person(s) is (are) doing business as: CAR TYPE GOLF. 14439 PLACID DR, WHITTIER, CA. 90604. Full name of registrant(s) is (are) JOSE NARANJO. 14439 PLACID DR, WHITTIER, CA. 90604. This Business is conducted by: AN INDIVIDUAL. Signed: JOSE NARANJO, OWNER. This statement was filed with the County Clerk of Los Angeles County on 04/28/2023. The registrant(s) has (have) commenced to transact business under the fictitious business name or names listed above on N/A. NOTICE- This Fictitious Name Statement expires five years from the date it was filed in the office of the County Clerk. A new Fictitious Business Name Statement must be filed prior to that date. Publish: Mountain Views News/IDC [8,1261,227,1395]
notice-body: Business Name in violation of the rights of another under Federal, State, or common law (See section 14411 et seq. Business and Professions Code). Publish: ES Mountain Views News [1133,71,1352,112]
notice-file-number: File No. 2023-086331 [458,1053,536,1063]
notice-file-number: File No. 2023-088446 [233,732,311,743]
notice-body: The following person(s) is (are) doing business as: CASA IBON WORKS AEFA Y OMEGA. 16039 CERES AVE #3, FONTANA, CA. 92335. Full name of registrant(s) is (are) EMILIANO LAZARES SANCHEZ. 16039 CERES AVE #3, FONTANA, CA. 92335. This Business is conducted by: AN INDIVIDUAL. Signed: EMILIANO LAZARES SANCHEZ, OWNER. This statement was filed with the County Clerk of Los Angeles County on 04/24/2023. The registrant(s) has (have) commenced to transact business under the fictitious business name or names listed above on N/A. NOTICE- This Fictitious Name Statement expires five years from the date it was filed in the office of the County Clerk. A new Fictitious Business Name Statement must be filed prior to that date. Publish: Mountain Views News/IDC [233,211,452,354]
legal-notice [683,382,902,524]
legal-notice [1133,709,1352,842]
notice-publish-dates: Dates Pub: April 29, May 6, 13, 20, 2023 [908,1121,1054,1132]
legal-notice [233,552,452,717]
legal-notice [458,713,677,887]
notice-heading: FICTITIOUS BUSINESS NAME STATEMENT [233,1275,414,1286]
footer-address: 80 W Sierra Madre Blvd. No. 327 Sierra Madre, Ca. 91024 [189,2550,524,2563]
notice-file-number: File No. 2023084438 [1133,1186,1208,1197]
notice-body: The following person(s) is (are) doing business as: AIR FLOW BUILT LLC. 8120 SAN CARLOS AVE, SOUTH GATE, CA. 90280. Full name of registrant(s) is (are) EVENT SUPPORT LA LLC. 8120 SAN CARLOS AVE, SOUTH GATE, CA. 90280. This Business is conducted by: A LIMITED LIABILITY COMPANY. Signed: ERICK IBARRA, MANAGING MEMBER. This statement was filed with the County Clerk of Los Angeles County on 04/20/2023. NOTICE- This Fictitious Name Statement expires five years from the date it was filed in the office of the County Clerk. Publish: Mountain Views News/IDC [458,913,677,1026]
notice-heading: FICTITIOUS BUSINESS NAME STATEMENT [233,1574,414,1585]
notice-column [233,71,452,2540]
notice-file-number: STATEMENT OF ABANDONMENT OF USE OF FICTITIOUS BUSINESS NAME [1133,449,1352,470]
notice-file-number: File No. 2023091417 [683,971,758,981]
notice-body: The following person(s) is (are) doing business as: AC FLOORING. 6612 ROSALIE AVE, HAWTHORNE, CA. 90250. Full name of registrant(s) is (are) CURTIS MANNING. 6612 ROSALIE AVE, HAWTHORNE, CA. 90250. This Business is conducted by: AN INDIVIDUAL. Signed: CURTIS MANNING, PARTNER. This statement was filed with the County Clerk of Los Angeles County on 04/21/2023. The registrant(s) has (have) commenced to transact business under the fictitious business name or names listed above on 04/2022. NOTICE- This Fictitious Name Statement expires five years from the date it was filed in the office of the County Clerk. A new Fictitious Business Name Statement must be filed prior to that date. The filing of this statement does not of itself authorize the use in this state of a Fictitious Business Name in violation of the rights of another under Federal, State, or common law (See section 14411 et seq. Business and Professional Code). Publish: Mountain Views News/IDC [8,1431,227,1616]
notice-heading: FICTITIOUS BUSINESS NAME STATEMENT [8,1240,189,1251]
notice-body: The following person(s) is (are) doing business as: SUPREME PLUMBING HANDYMAN SERVICE. 14715 S GIBSON AVE, COMPTON, CA. 90221. Full name of registrant(s) is (are) GABRIEL PAZ MARTINEZ. 14715 S GIBSON AVE, COMPTON, CA. 90221. This Business is conducted by: AN INDIVIDUAL. Signed: GABRIEL PAZ MARTINEZ, OWNER. This statement was filed with the County Clerk of Los Angeles County on 04/19/2023. The registrant(s) has (have) commenced to transact business under the fictitious business name or names listed above on N/A. Publish: Mountain Views News/IDC [683,252,902,365]
notice-heading: FICTITIOUS BUSINESS NAME STATEMENT [458,1043,639,1054]
notice-heading: FICTITIOUS BUSINESS NAME STATEMENT [908,1267,1090,1278]
legal-notice [8,1984,227,2086]
legal-notice [1133,71,1352,123]
legal-notice [233,722,452,937]
legal-notice [1133,1264,1352,1316]
notice-file-number: File No. 2023-091462 [8,1039,86,1050]
notice-file-number: File No. 2023089890 [908,1148,983,1159]
notice-body: The following person(s) is (are) doing business as: BEVERLY'S HANDY CONSTRUCTION. 1414 W 212TH ST, TORRANCE, CA. 90501. Full name of registrant(s) is (are) AUGUSTO CASTILLO. 1414 W EL SEGUNDO BLVD APT 8, GARDENA, CA. 90249. This Business is conducted by: AN INDIVIDUAL. Signed: AUGUSTO CASTILLO, OWNER. This statement was filed with the County Clerk of Los Angeles County on 04/19/2023. NOTICE- This Fictitious Name Statement expires five years from the date it was filed in the office of the County Clerk. Publish: Mountain Views News/IDC [458,582,677,695]
legal-notice [458,893,677,1036]
notice-publish-dates: Dates Pub: April 29, May 6, 13, 20, 2023 [908,1251,1054,1261]
notice-heading: FICTITIOUS BUSINESS NAME STATEMENT [458,712,639,722]
notice-publish-dates: Dates Pub: APRIL 29, MAY 6, 13, 20, 2023 [458,1316,613,1326]
notice-publish-dates: Dates Pub: April 22, 29, May 6, 13, 2023 [1133,1158,1279,1169]
notice-heading: FICTITIOUS BUSINESS NAME STATEMENT [908,879,1090,890]
legal-notice [683,532,902,686]
notice-file-number: File No. 2023089783 [908,211,983,221]
legal-notice [683,692,902,825]
notice-heading: FICTITIOUS BUSINESS NAME STATEMENT [458,892,639,903]
notice-file-number: File No. 2023-083360 [8,1824,86,1834]
notice-heading: FICTITIOUS BUSINESS NAME STATEMENT [908,201,1090,212]
legal-notice [233,945,452,1098]
notice-body: The following person(s) is (are) doing business as: CHAMPS ATHLETIC CLUB. 13119 SUNSHINE AVE, WHITTIER, CA. 90605. Full name of registrant(s) is (are) JESUS ATILIO FLORES. 13119 SUNSHINE AVE, WHITTIER, CA. 90605. This Business is conducted by: AN INDIVIDUAL. Signed: JESUS ATILIO FLORES, OWNER. This statement was filed with the County Clerk of Los Angeles County on 05/01/2023. The registrant(s) has (have) commenced to transact business under the fictitious business name or names listed above on N/A. NOTICE- This Fictitious Name Statement expires five years from the date it was filed in the office of the County Clerk. A new Fictitious Business Name Statement must be filed prior to that date. The filing of this statement does not of itself authorize the use in this state of a Fictitious Business Name in violation of the rights of another under Federal, State, or common law (See section 14411 et seq. Business and Professional Code). Publish: Mountain Views News/IDC [8,1050,227,1224]
notice-heading: FICTITIOUS BUSINESS NAME STATEMENT [908,1008,1090,1019]
notice-publish-dates: Dates Pub: MAY 06, 13, 20, 27, 2023 [233,1687,366,1698]
notice-heading: FICTITIOUS BUSINESS NAME STATEMENT [8,1813,189,1824]
legal-notice [683,1329,902,1401]
notice-body: The following person(s) is (are) doing business as: ALESSANDROS PIZZA. 7553 SUNSET BLVD, WEST HOLLYWOOD, CA. 90046. ALESSANDROS PIZZA. [1133,1285,1352,1316]
notice-heading: FICTITIOUS BUSINESS NAME STATEMENT [1133,709,1315,720]
notice-publish-dates: Dates Pub: April 29, May 6, 13, 20, 2023 [683,1073,829,1084]
notice-publish-dates: Dates Pub: May 6, 13, 20, 27, 2023 [8,1394,133,1404]
notice-body: The following person(s) is (are) doing business as: LILI EMBRERA. 1620 N SAN FERNANDO BLVD, BURBANK, CA. 91504. Full name of registrant(s) is (are) LIUDA SARKISYAN PETROSYAN. 1620 N SAN FERNANDO BLVD, BURBANK, CA. 91504. This Business is conducted by: AN INDIVIDUAL. Signed: LIUDA SARKISYAN PETROSYAN, OWNER. Publish: Mountain Views News/IDC [683,1231,902,1313]
notice-heading: FICTITIOUS BUSINESS NAME STATEMENT [1133,957,1315,968]
notice-body: The following person(s) is (are) doing business as: CARSON TRUCKING. 751 E 97TH ST, LOS ANGELES, CA. 90002. Full name of registrant(s) is (are) ANSELMO FERNANDEZ CARDOZA. 751 E 97TH ST, LOS ANGELES, CA. 90002. This Business is conducted by: AN INDIVIDUAL. Signed: ANSELMO FERNANDEZ CARDOZA, OWNER. This statement was filed with the County Clerk of Los Angeles County on 05/04/2023. [8,2004,227,2086]
notice-publish-dates: Dates Pub: April 22, 29, May 6, 13, 2023 [1133,1247,1279,1258]
notice-file-number: File No. 2023087987 [908,760,983,770]
notice-heading: FICTITIOUS BUSINESS NAME STATEMENT [683,382,864,392]
notice-heading: FICTITIOUS BUSINESS NAME STATEMENT [683,832,864,842]
notice-heading: FICTITIOUS BUSINESS NAME STATEMENT [233,722,414,733]
notice-body: The following person(s) is (are) doing business as: THE THERAPEUTIC CONNECTION. 22231 MULHOLLAND HWY, SUITE 200, CALABASAS, CA. 91302. Full name of registrant(s) is (are) NANCY LUDWIG LICENSED MARRIAGE AND FAMILY THERAPIST, INC. This Business is conducted by: A CORPORATION. Signed: NANCY LUDWIG, CEO. Publish: Mountain Views News [1133,1087,1352,1159]
